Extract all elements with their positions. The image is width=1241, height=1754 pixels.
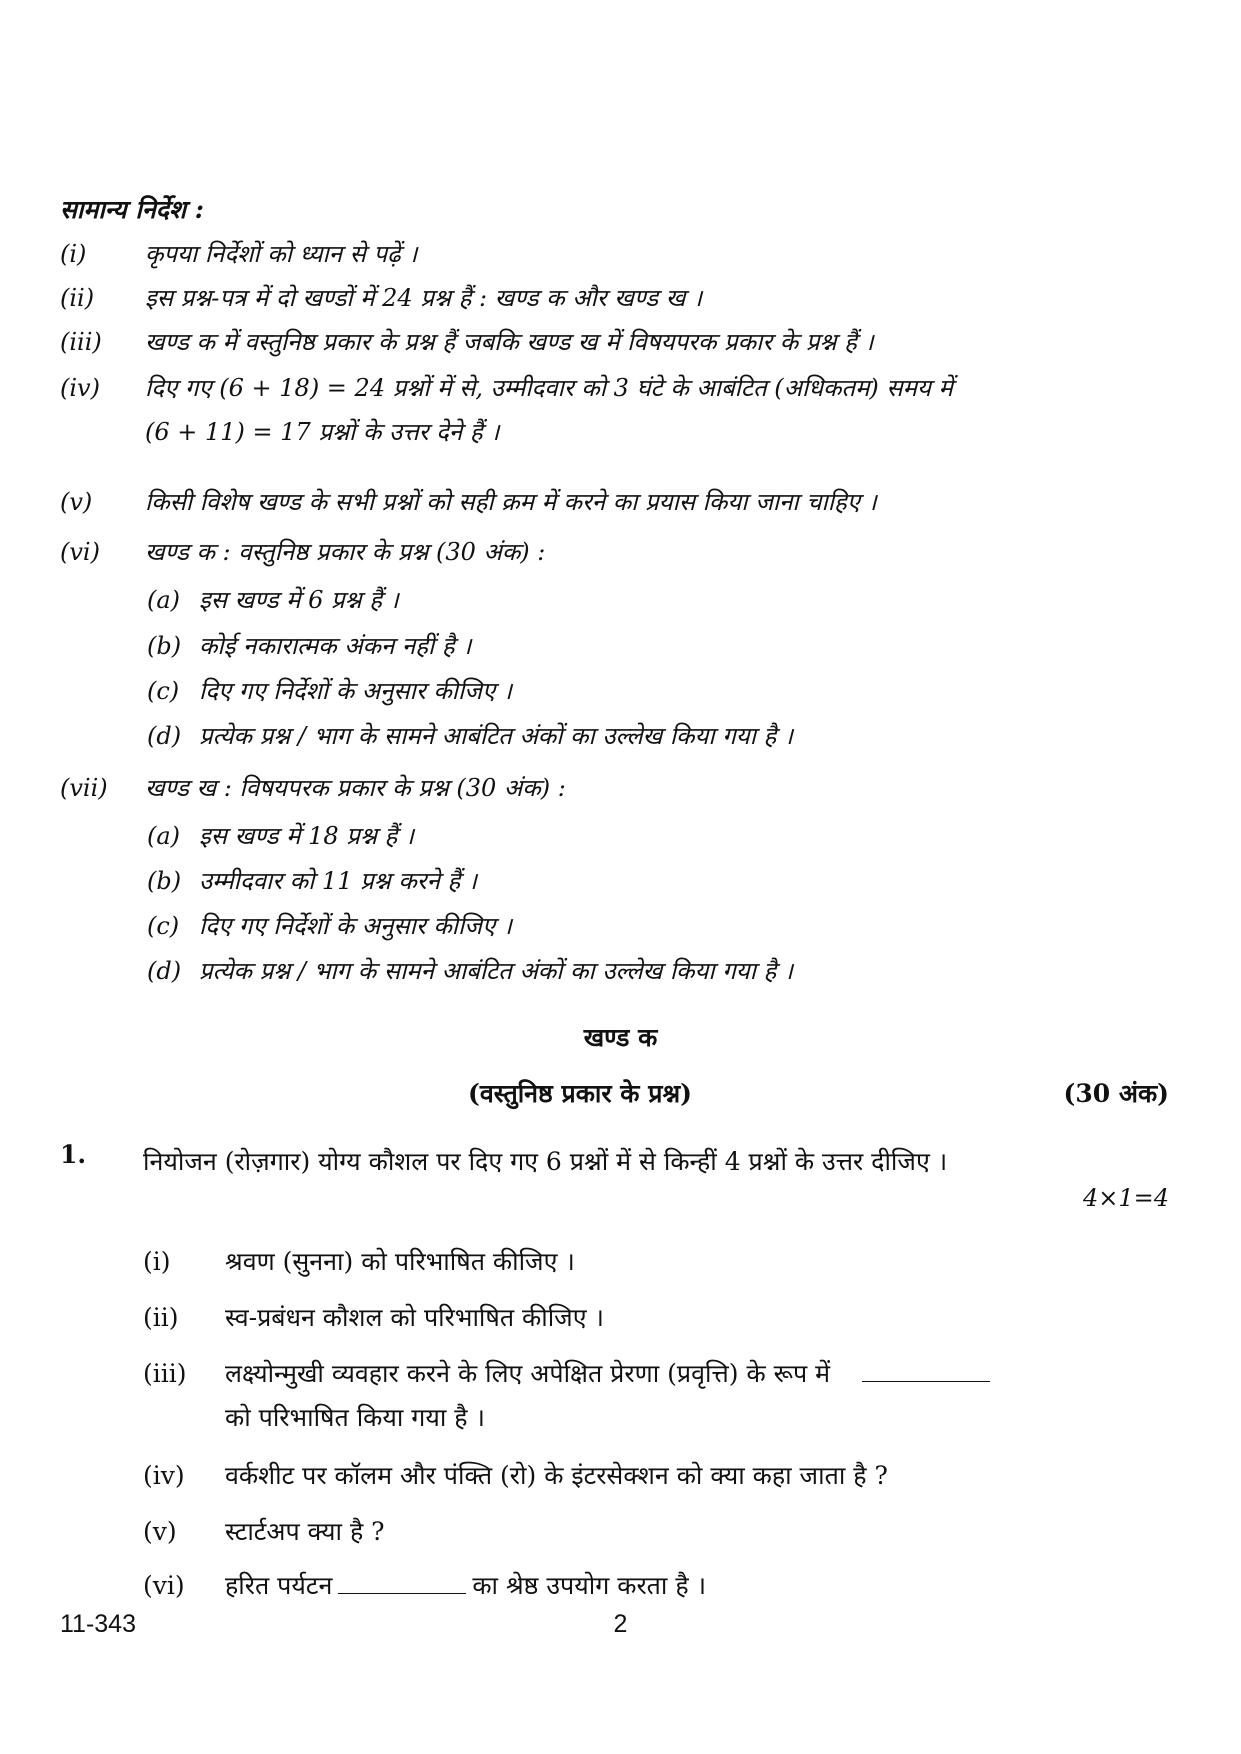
part-text: स्टार्टअप क्या है ? — [225, 1517, 385, 1546]
section-subtitle: (वस्तुनिष्ठ प्रकार के प्रश्न) — [468, 1079, 692, 1108]
instruction-number: (iv) — [60, 374, 100, 402]
instruction-number: (iii) — [60, 328, 102, 356]
part-text: स्व-प्रबंधन कौशल को परिभाषित कीजिए । — [225, 1303, 604, 1332]
general-instructions-title: सामान्य निर्देश : — [60, 195, 204, 224]
instruction-number: (vii) — [60, 774, 108, 802]
part-text-line — [225, 1564, 706, 1608]
question-number: 1. — [60, 1140, 87, 1169]
part-number: (ii) — [143, 1303, 179, 1332]
instruction-text: खण्ड क में वस्तुनिष्ठ प्रकार के प्रश्न हैं जबकि खण्ड ख में विषयपरक प्रकार के प्रश्न हैं । — [145, 328, 874, 356]
answer-blank — [338, 1567, 466, 1594]
instruction-text-continued: (6 + 11) = 17 प्रश्नों के उत्तर देने हैं । — [145, 418, 500, 446]
question-marks: 4×1=4 — [1082, 1184, 1169, 1212]
point-label: (d) — [147, 957, 182, 985]
page-number: 2 — [613, 1610, 628, 1638]
part-text-after: का श्रेष्ठ उपयोग करता है । — [472, 1571, 707, 1600]
point-label: (b) — [147, 632, 182, 660]
section-a-point — [147, 714, 793, 758]
part-text: लक्ष्योन्मुखी व्यवहार करने के लिए अपेक्षित प्रेरणा (प्रवृत्ति) के रूप में — [225, 1359, 831, 1388]
point-text: प्रत्येक प्रश्न / भाग के सामने आबंटित अंकों का उल्लेख किया गया है । — [199, 957, 794, 985]
point-text: इस खण्ड में 18 प्रश्न हैं । — [199, 822, 415, 850]
section-marks: (30 अंक) — [1063, 1079, 1169, 1108]
instruction-text: दिए गए (6 + 18) = 24 प्रश्नों में से, उम्मीदवार को 3 घंटे के आबंटित (अधिकतम) समय में — [145, 374, 953, 402]
point-label: (a) — [147, 586, 181, 614]
answer-blank — [862, 1355, 990, 1382]
point-text: दिए गए निर्देशों के अनुसार कीजिए । — [199, 677, 512, 705]
point-label: (c) — [147, 912, 180, 940]
point-label: (a) — [147, 822, 181, 850]
section-b-point — [147, 949, 793, 993]
instruction-number: (v) — [60, 488, 93, 516]
instruction-number: (vi) — [60, 538, 100, 566]
section-b-point — [147, 904, 512, 948]
point-text: दिए गए निर्देशों के अनुसार कीजिए । — [199, 912, 512, 940]
paper-code: 11-343 — [60, 1610, 136, 1638]
part-text: श्रवण (सुनना) को परिभाषित कीजिए । — [225, 1247, 575, 1276]
part-number: (i) — [143, 1247, 171, 1276]
part-text-before: हरित पर्यटन — [225, 1571, 333, 1600]
part-text: वर्कशीट पर कॉलम और पंक्ति (रो) के इंटरसेक्शन को क्या कहा जाता है ? — [225, 1461, 888, 1490]
section-b-point — [147, 814, 414, 858]
question-text: नियोजन (रोज़गार) योग्य कौशल पर दिए गए 6 प्रश्नों में से किन्हीं 4 प्रश्नों के उत्तर दीजिए । — [143, 1147, 948, 1176]
instruction-number: (i) — [60, 240, 87, 268]
part-number: (iii) — [143, 1359, 187, 1388]
instruction-number: (ii) — [60, 284, 95, 312]
part-text-continued: को परिभाषित किया गया है । — [225, 1403, 485, 1432]
point-text: प्रत्येक प्रश्न / भाग के सामने आबंटित अंकों का उल्लेख किया गया है । — [199, 722, 794, 750]
instruction-text: कृपया निर्देशों को ध्यान से पढ़ें । — [145, 240, 418, 268]
part-number: (v) — [143, 1517, 177, 1546]
part-text-line — [225, 1352, 996, 1396]
instruction-text: खण्ड ख : विषयपरक प्रकार के प्रश्न (30 अंक) : — [145, 774, 566, 802]
instruction-text: किसी विशेष खण्ड के सभी प्रश्नों को सही क्रम में करने का प्रयास किया जाना चाहिए । — [145, 488, 877, 516]
part-number: (iv) — [143, 1461, 185, 1490]
point-label: (b) — [147, 867, 182, 895]
point-label: (c) — [147, 677, 180, 705]
point-text: इस खण्ड में 6 प्रश्न हैं । — [199, 586, 399, 614]
point-text: उम्मीदवार को 11 प्रश्न करने हैं । — [199, 867, 478, 895]
section-a-point — [147, 624, 471, 668]
part-number: (vi) — [143, 1571, 185, 1600]
instruction-text: खण्ड क : वस्तुनिष्ठ प्रकार के प्रश्न (30 अंक) : — [145, 538, 546, 566]
section-a-point — [147, 578, 399, 622]
section-b-point — [147, 859, 477, 903]
section-title: खण्ड क — [583, 1023, 658, 1052]
instruction-text: इस प्रश्न-पत्र में दो खण्डों में 24 प्रश्न हैं : खण्ड क और खण्ड ख । — [145, 284, 703, 312]
point-text: कोई नकारात्मक अंकन नहीं है । — [199, 632, 472, 660]
point-label: (d) — [147, 722, 182, 750]
section-a-point — [147, 669, 512, 713]
